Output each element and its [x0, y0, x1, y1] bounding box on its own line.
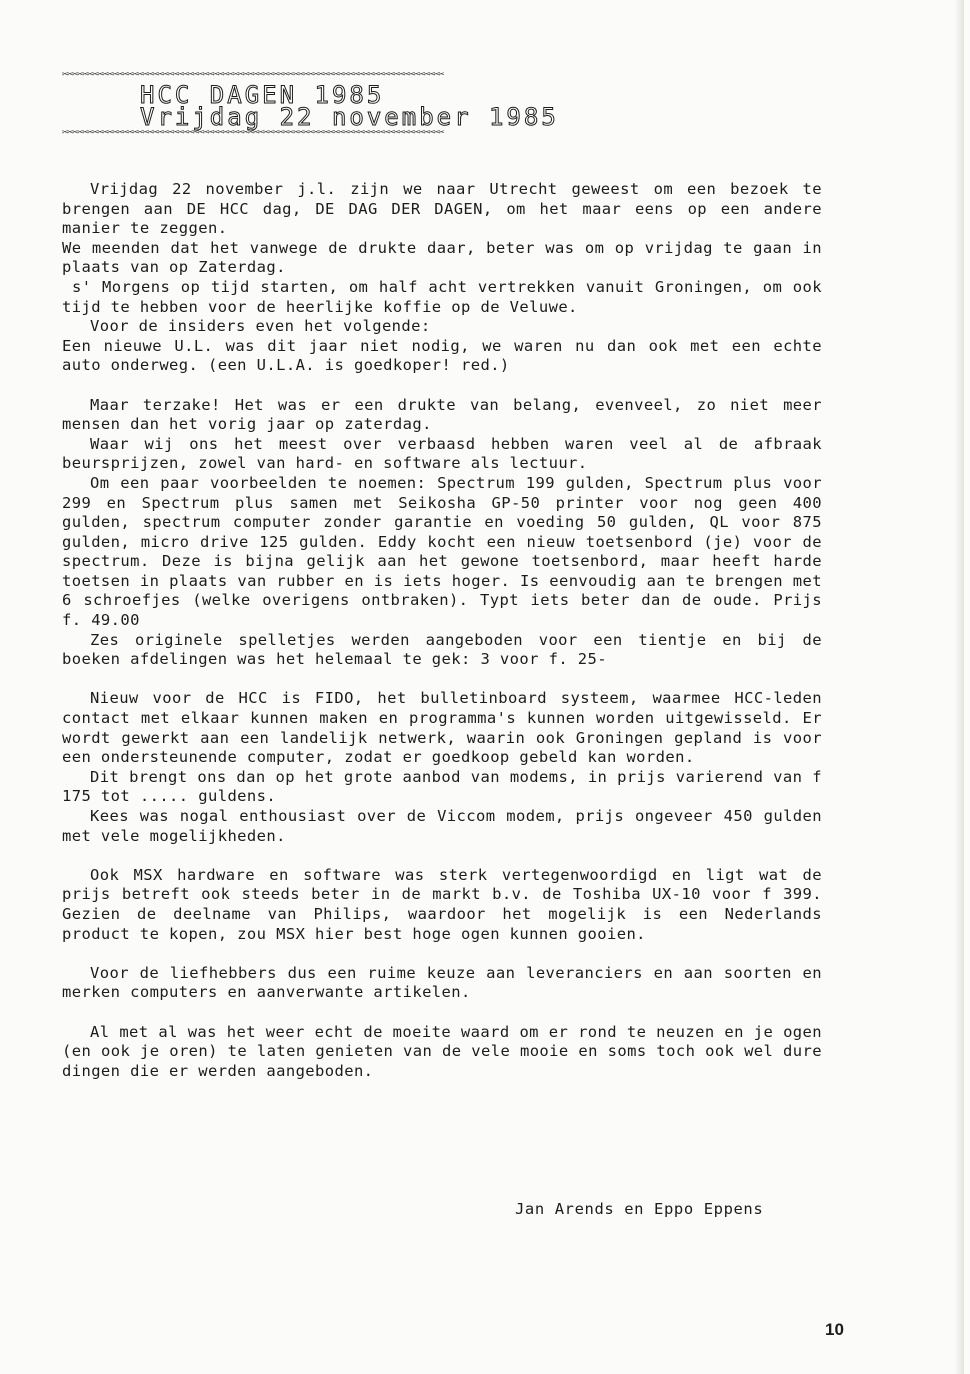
paragraph: s' Morgens op tijd starten, om half acht vertrekken vanuit Groningen, om ook tijd te hebben voor de heerlijke koffie op de Veluwe.: [62, 277, 822, 316]
paragraph: Kees was nogal enthousiast over de Viccom modem, prijs ongeveer 450 gulden met vele mogelijkheden.: [62, 807, 822, 845]
paragraph: Zes originele spelletjes werden aangeboden voor een tientje en bij de boeken afdelingen was het helemaal te gek: 3 voor f. 25-: [62, 630, 822, 669]
page-number: 10: [825, 1320, 844, 1339]
paragraph: Een nieuwe U.L. was dit jaar niet nodig, we waren nu dan ook met een echte auto onderweg. (een U.L.A. is goedkoper! red.): [62, 336, 822, 375]
article-body: [62, 180, 822, 1081]
paragraph: Maar terzake! Het was er een drukte van belang, evenveel, zo niet meer mensen dan het vorig jaar op zaterdag.: [62, 395, 822, 434]
paragraph: Vrijdag 22 november j.l. zijn we naar Utrecht geweest om een bezoek te brengen aan DE HCC dag, DE DAG DER DAGEN, om het maar eens op een andere manier te zeggen.: [62, 180, 822, 238]
header-subtitle: Vrijdag 22 november 1985: [140, 103, 559, 131]
paragraph: We meenden dat het vanwege de drukte daar, beter was om op vrijdag te gaan in plaats van op Zaterdag.: [62, 238, 822, 277]
paragraph-gap: [62, 944, 822, 964]
paragraph: Al met al was het weer echt de moeite waard om er rond te neuzen en je ogen (en ook je oren) te laten genieten van de vele mooie en soms toch ook wel dure dingen die er werden aangeboden.: [62, 1022, 822, 1080]
paragraph: Voor de insiders even het volgende:: [90, 317, 431, 336]
paragraph-gap: [62, 670, 822, 690]
paragraph: Waar wij ons het meest over verbaasd hebben waren veel al de afbraak beursprijzen, zowel van hard- en software als lectuur.: [62, 434, 822, 473]
paragraph: Ook MSX hardware en software was sterk vertegenwoordigd en ligt wat de prijs betreft ook steeds beter in de markt b.v. de Toshiba UX-10 voor f 399. Gezien de deelname van Philips, waardoor het mogelijk is een Nederlands product te kopen, zou MSX hier best hoge ogen kunnen gooien.: [62, 865, 822, 943]
signature: Jan Arends en Eppo Eppens: [515, 1200, 764, 1218]
paragraph-gap: [62, 846, 822, 866]
paragraph: Dit brengt ons dan op het grote aanbod van modems, in prijs varierend van f 175 tot ..... guldens.: [62, 767, 822, 806]
paragraph: Om een paar voorbeelden te noemen: Spectrum 199 gulden, Spectrum plus voor 299 en Spectrum plus samen met Seikosha GP-50 printer voor nog geen 400 gulden, spectrum computer zonder garantie en voeding 50 gulden, QL voor 875 gulden, micro drive 125 gulden. Eddy kocht een nieuw toetsenbord (je) voor de spectrum. Deze is bijna gelijk aan het gewone toetsenbord, maar heeft harde toetsen in plaats van rubber en is iets hoger. Is eenvoudig aan te brengen met 6 schroefjes (welke overigens ontbraken). Typt iets beter dan de oude. Prijs f. 49.00: [62, 473, 822, 630]
header-title: HCC DAGEN 1985: [140, 81, 385, 109]
paragraph-gap: [62, 1003, 822, 1023]
header-border-top: ✂✂✂✂✂✂✂✂✂✂✂✂✂✂✂✂✂✂✂✂✂✂✂✂✂✂✂✂✂✂✂✂✂✂✂✂✂✂✂✂✂✂✂✂✂✂✂✂✂✂✂✂✂✂✂✂✂✂✂✂✂✂✂✂✂✂✂✂✂✂✂✂✂✂✂✂: [62, 70, 444, 80]
paragraph: Voor de liefhebbers dus een ruime keuze aan leveranciers en aan soorten en merken computers en aanverwante artikelen.: [62, 963, 822, 1002]
paragraph-gap: [62, 376, 822, 396]
header-border-bottom: ✂✂✂✂✂✂✂✂✂✂✂✂✂✂✂✂✂✂✂✂✂✂✂✂✂✂✂✂✂✂✂✂✂✂✂✂✂✂✂✂✂✂✂✂✂✂✂✂✂✂✂✂✂✂✂✂✂✂✂✂✂✂✂✂✂✂✂✂✂✂✂✂✂✂✂✂: [62, 128, 444, 138]
page-edge-shadow: [954, 0, 964, 1374]
paragraph: Nieuw voor de HCC is FIDO, het bulletinboard systeem, waarmee HCC-leden contact met elkaar kunnen maken en programma's kunnen worden uitgewisseld. Er wordt gewerkt aan een landelijk netwerk, waarin ook Groningen gepland is voor een ondersteunende computer, zodat er goedkoop gebeld kan worden.: [62, 689, 822, 767]
